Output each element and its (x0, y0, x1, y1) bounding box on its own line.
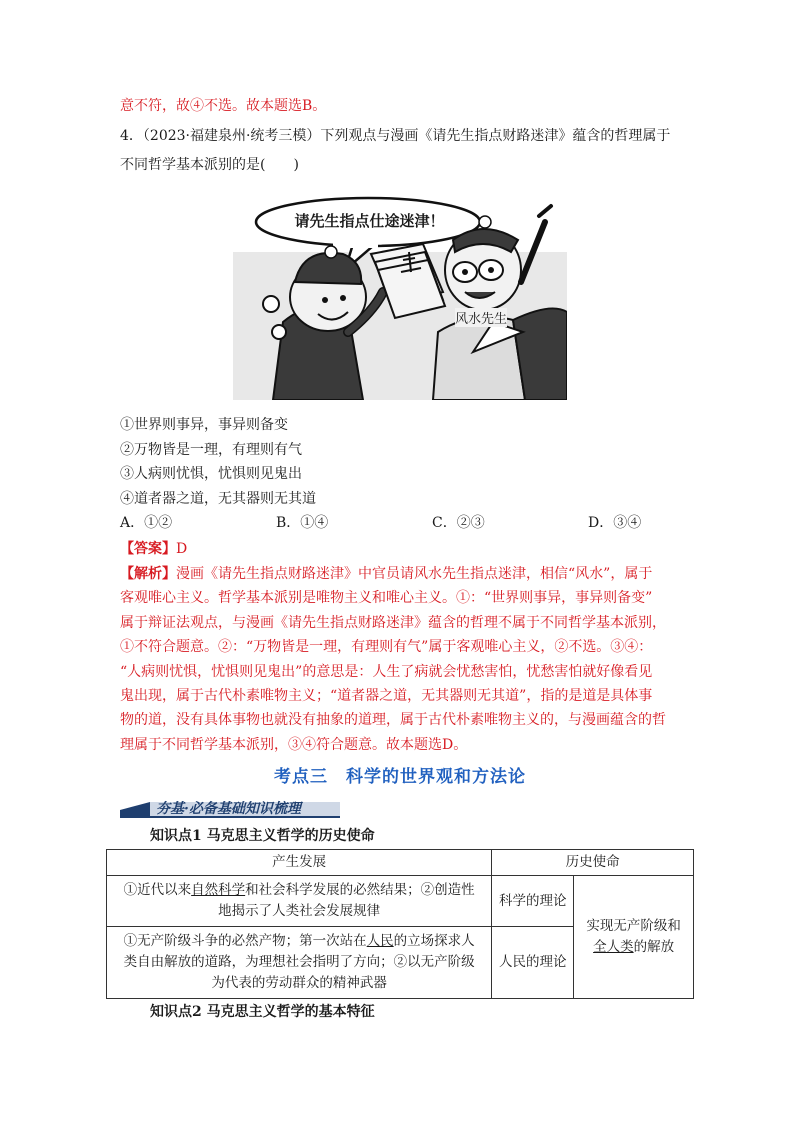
answer-label: 【答案】 (120, 541, 176, 557)
table-header-mission: 历史使命 (492, 850, 694, 876)
option-d: D．③④ (588, 515, 642, 531)
table-cell-theory: 科学的理论 (492, 876, 574, 927)
statement-1: ①世界则事异，事异则备变 (120, 417, 288, 433)
analysis: 【解析】漫画《请先生指点财路迷津》中官员请风水先生指点迷津，相信“风水”，属于 客观唯心主义。哲学基本派别是唯物主义和唯心主义。①：“世界则事异，事异则备变” 属于辩证法观点，与漫画《请先生指点财路迷津》蕴含的哲理不属于不同哲学基本派别， ①不符合题意。②：“万物皆是一理，有理则有气”属于客观唯心主义，②不选。③④： “人病则忧惧，忧惧则见鬼出”的意思是：人生了病就会忧愁害怕，忧愁害怕就好像看见 鬼出现，属于古代朴素唯物主义；“道者器之道，无其器则无其道”，指的是道是具体事 物的道，没有具体事物也就没有抽象的道理，属于古代朴素唯物主义的，与漫画蕴含的哲 理属于不同哲学基本派别，③④符合题意。故本题选D。 (120, 566, 666, 753)
knowledge-point-1: 知识点1 马克思主义哲学的历史使命 (150, 828, 375, 844)
answer-value: D (176, 541, 188, 557)
cartoon-illustration (233, 192, 567, 400)
section-heading: 考点三 科学的世界观和方法论 (274, 767, 526, 787)
knowledge-point-2: 知识点2 马克思主义哲学的基本特征 (150, 1004, 375, 1020)
statement-3: ③人病则忧惧，忧惧则见鬼出 (120, 466, 302, 482)
statement-4: ④道者器之道，无其器则无其道 (120, 491, 316, 507)
option-a: A．①② (120, 515, 173, 531)
section-banner (120, 796, 340, 818)
cartoon-label: 风水先生 (455, 308, 507, 327)
table-cell-development: ①近代以来自然科学和社会科学发展的必然结果；②创造性地揭示了人类社会发展规律 (107, 876, 492, 927)
table-header-development: 产生发展 (107, 850, 492, 876)
table-row (107, 876, 694, 927)
previous-answer-tail: 意不符，故④不选。故本题选B。 (120, 98, 327, 114)
table-cell-mission: 实现无产阶级和 全人类的解放 (574, 876, 694, 999)
question-line-1: 4．（2023·福建泉州·统考三模）下列观点与漫画《请先生指点财路迷津》蕴含的哲理属于 (120, 128, 671, 144)
answer-line (120, 539, 187, 559)
cartoon-speech: 请先生指点仕途迷津！ (294, 212, 445, 230)
statement-2: ②万物皆是一理，有理则有气 (120, 442, 302, 458)
banner-text: 夯基·必备基础知识梳理 (156, 801, 301, 817)
question-line-2: 不同哲学基本派别的是( ) (120, 157, 299, 173)
table-header-row (107, 850, 694, 876)
option-c: C．②③ (432, 515, 485, 531)
option-b: B．①④ (276, 515, 329, 531)
table-cell-theory: 人民的理论 (492, 927, 574, 999)
analysis-label: 【解析】 (120, 566, 176, 582)
history-table (106, 849, 694, 999)
table-cell-development: ①无产阶级斗争的必然产物；第一次站在人民的立场探求人类自由解放的道路，为理想社会指明了方向；②以无产阶级为代表的劳动群众的精神武器 (107, 927, 492, 999)
